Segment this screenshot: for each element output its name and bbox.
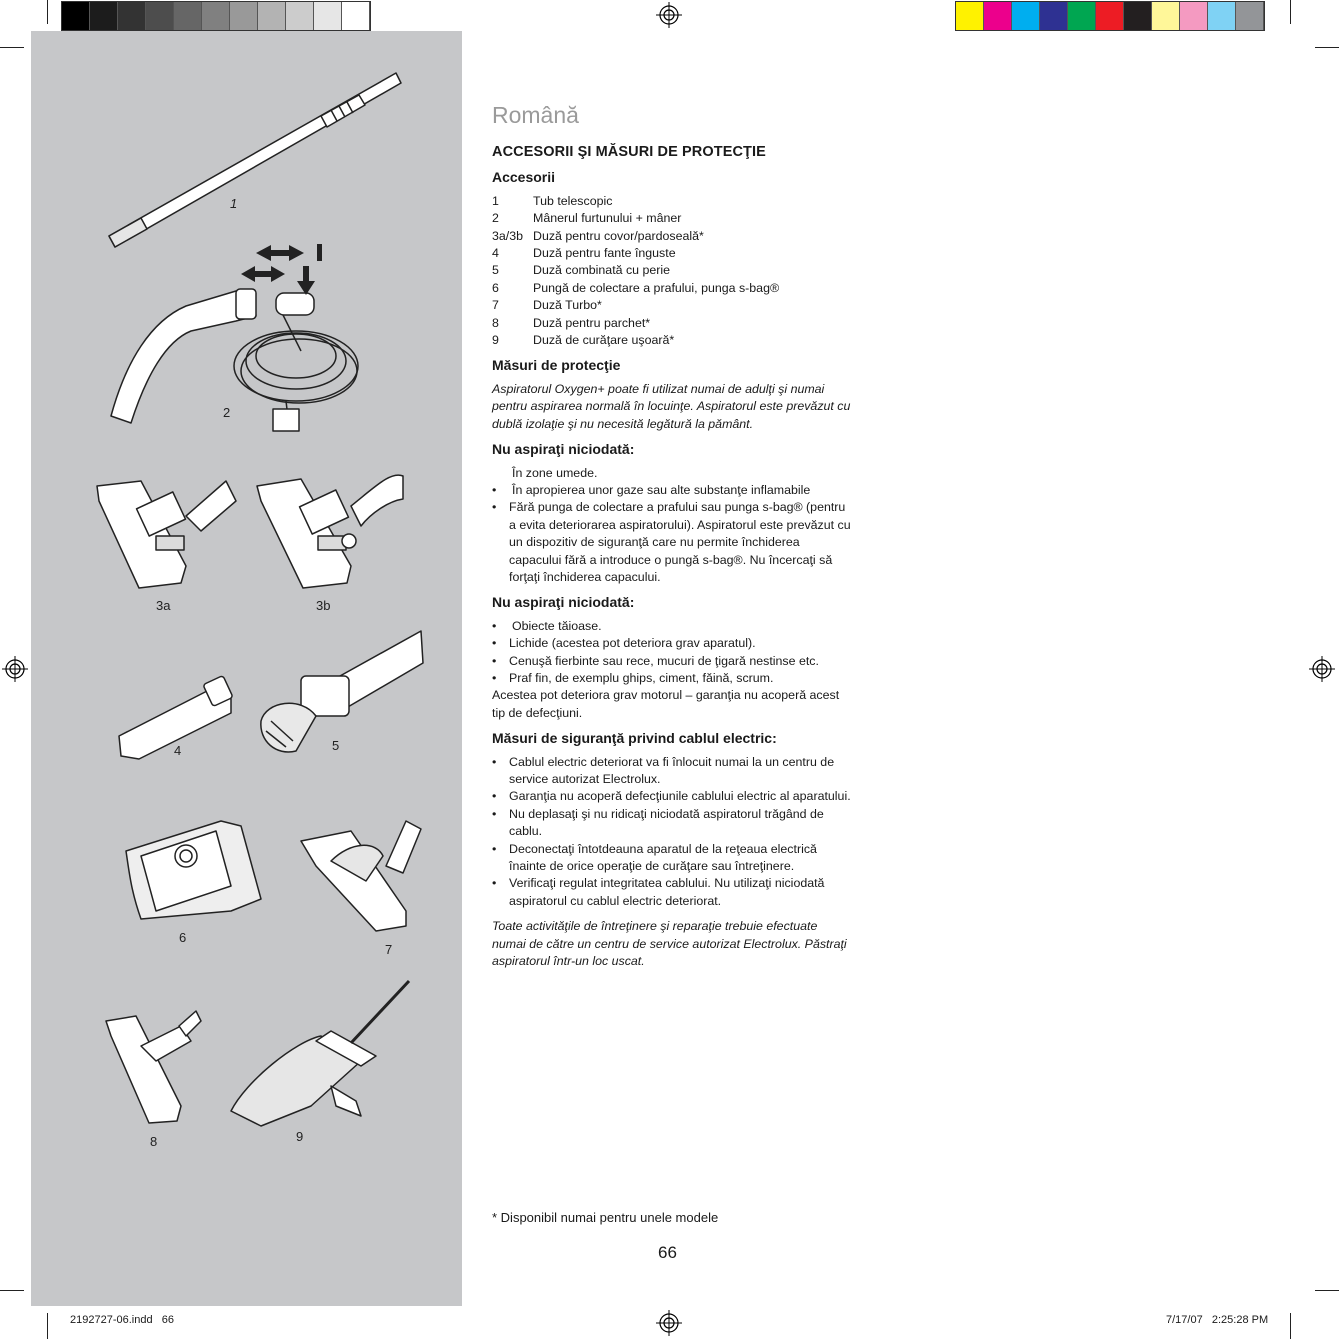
registration-mark-right-icon [1309, 656, 1335, 682]
accessories-illustration [31, 31, 462, 1306]
list-item [492, 499, 852, 586]
parquet-nozzle-icon [106, 1011, 201, 1123]
list-item-text: În zone umede. [512, 465, 598, 480]
registration-mark-bottom-icon [656, 1310, 682, 1336]
never-vacuum-heading-1: Nu aspiraţi niciodată: [492, 441, 635, 458]
crop-mark [47, 0, 48, 24]
list-item [492, 875, 852, 910]
list-item-text: Cablul electric deteriorat va fi înlocuit numai la un centru de service autorizat Electrolux. [509, 754, 835, 786]
item-label: Tub telescopic [533, 193, 613, 208]
crop-mark [1315, 47, 1339, 48]
list-item [492, 788, 852, 805]
list-item [492, 210, 852, 227]
item-label: Duză Turbo* [533, 298, 602, 313]
item-number: 4 [492, 246, 499, 261]
item-label: Duză pentru fante înguste [533, 246, 676, 261]
item-number: 7 [492, 298, 499, 313]
list-item [492, 670, 852, 687]
item-number: 1 [492, 193, 499, 208]
footnote: * Disponibil numai pentru unele modele [492, 1210, 719, 1225]
file-slug: 2192727-06.indd 66 [70, 1314, 174, 1326]
list-item [492, 754, 852, 789]
main-heading: ACCESORII ŞI MĂSURI DE PROTECŢIE [492, 144, 766, 160]
list-item-text: Verificaţi regulat integritatea cablului. Nu utilizaţi niciodată aspiratorul cu cablul electric deteriorat. [509, 876, 825, 908]
list-item-text: Cenuşă fierbinte sau rece, mucuri de ţigară nestinse etc. [509, 653, 819, 668]
item-label: Duză pentru parchet* [533, 315, 651, 330]
crop-mark [1290, 1313, 1291, 1339]
figure-label-5: 5 [332, 738, 340, 753]
list-item [492, 465, 852, 482]
combination-brush-icon [261, 631, 423, 752]
registration-mark-top-icon [656, 2, 682, 28]
list-item [492, 841, 852, 876]
list-item [492, 635, 852, 652]
list-item-text: Lichide (acestea pot deteriora grav aparatul). [509, 636, 756, 651]
list-item-text: În apropierea unor gaze sau alte substanţe inflamabile [512, 482, 811, 497]
list-item-text: Deconectaţi întotdeauna aparatul de la reţeaua electrică înainte de orice operaţie de curăţare sau întreţinere. [509, 841, 817, 874]
list-item [492, 280, 852, 297]
turbo-nozzle-icon [301, 821, 421, 931]
figure-label-9: 9 [296, 1129, 304, 1144]
never-vacuum-heading-2: Nu aspiraţi niciodată: [492, 594, 635, 611]
item-label: Duză de curăţare uşoară* [533, 333, 675, 348]
figure-label-2: 2 [223, 405, 231, 420]
closing-note: Toate activităţile de întreţinere şi reparaţie trebuie efectuate numai de către un centru de service autorizat Electrolux. Păstraţi aspiratorul într-un loc uscat. [492, 919, 847, 969]
protection-heading: Măsuri de protecţie [492, 357, 621, 374]
telescopic-tube-icon [109, 73, 401, 247]
list-item [492, 193, 852, 210]
page-number: 66 [658, 1243, 677, 1262]
item-label: Pungă de colectare a prafului, punga s-bag® [533, 280, 780, 295]
crop-mark [1315, 1290, 1339, 1291]
protection-text: Aspiratorul Oxygen+ poate fi utilizat numai de adulţi şi numai pentru aspirarea normală în locuinţe. Aspiratorul este prevăzut cu dublă izolaţie şi nu necesită legătură la pământ. [492, 381, 851, 431]
warranty-note: Acestea pot deteriora grav motorul – garanţia nu acoperă acest tip de defecţiuni. [492, 688, 840, 720]
list-item [492, 806, 852, 841]
item-label: Mânerul furtunului + mâner [533, 211, 682, 226]
list-item-text: Praf fin, de exemplu ghips, ciment, făină, scrum. [509, 670, 774, 685]
list-item [492, 228, 852, 245]
list-item [492, 618, 852, 635]
item-number: 9 [492, 333, 499, 348]
item-number: 5 [492, 263, 499, 278]
cable-safety-list [492, 754, 852, 911]
item-number: 2 [492, 211, 499, 226]
date-slug: 7/17/07 2:25:28 PM [1166, 1314, 1269, 1326]
figure-label-4: 4 [174, 743, 182, 758]
list-item-text: Fără punga de colectare a prafului sau punga s-bag® (pentru a evita deteriorarea aspiratorului). Aspiratorul este prevăzut cu un dispozitiv de siguranţă care nu permite închiderea capacului fără a introduce o pungă s-bag®. Nu încercaţi să forţaţi închiderea capacului. [509, 500, 851, 584]
crop-mark [0, 1290, 24, 1291]
crop-mark [0, 47, 24, 48]
list-item [492, 245, 852, 262]
accessories-illustration-panel [31, 31, 462, 1306]
accessories-heading: Accesorii [492, 169, 556, 186]
item-number: 3a/3b [492, 228, 524, 243]
easy-clean-nozzle-icon [231, 981, 409, 1126]
list-item-text: Nu deplasaţi şi nu ridicaţi niciodată aspiratorul trăgând de cablu. [509, 806, 824, 839]
item-number: 6 [492, 280, 499, 295]
figure-label-7: 7 [385, 942, 393, 957]
process-color-bar [955, 1, 1265, 31]
list-item-text: Obiecte tăioase. [512, 618, 602, 633]
instructions-column [492, 100, 852, 976]
never-vacuum-list-2 [492, 618, 852, 688]
registration-mark-left-icon [2, 656, 28, 682]
never-vacuum-list-1 [492, 465, 852, 587]
list-item [492, 297, 852, 314]
hose-handle-icon [111, 289, 256, 423]
item-number: 8 [492, 315, 499, 330]
list-item [492, 482, 852, 499]
item-label: Duză pentru covor/pardoseală* [533, 228, 704, 243]
list-item [492, 653, 852, 670]
figure-label-3a: 3a [156, 598, 171, 613]
accessories-list [492, 193, 852, 350]
carpet-floor-nozzle-3b-icon [257, 475, 403, 588]
crop-mark [1290, 0, 1291, 24]
figure-label-8: 8 [150, 1134, 158, 1149]
list-item-text: Garanţia nu acoperă defecţiunile cablului electric al aparatului. [509, 789, 851, 804]
figure-label-1: 1 [230, 196, 238, 211]
dust-bag-s-bag-icon [126, 821, 261, 919]
figure-label-3b: 3b [316, 598, 331, 613]
cable-safety-heading: Măsuri de siguranţă privind cablul electric: [492, 730, 777, 747]
list-item [492, 262, 852, 279]
list-item [492, 332, 852, 349]
item-label: Duză combinată cu perie [533, 263, 671, 278]
list-item [492, 315, 852, 332]
figure-label-6: 6 [179, 930, 187, 945]
carpet-floor-nozzle-3a-icon [97, 481, 236, 588]
arrow-icons [241, 244, 322, 295]
gray-color-bar [61, 1, 371, 31]
crop-mark [47, 1313, 48, 1339]
language-title: Română [492, 102, 579, 128]
